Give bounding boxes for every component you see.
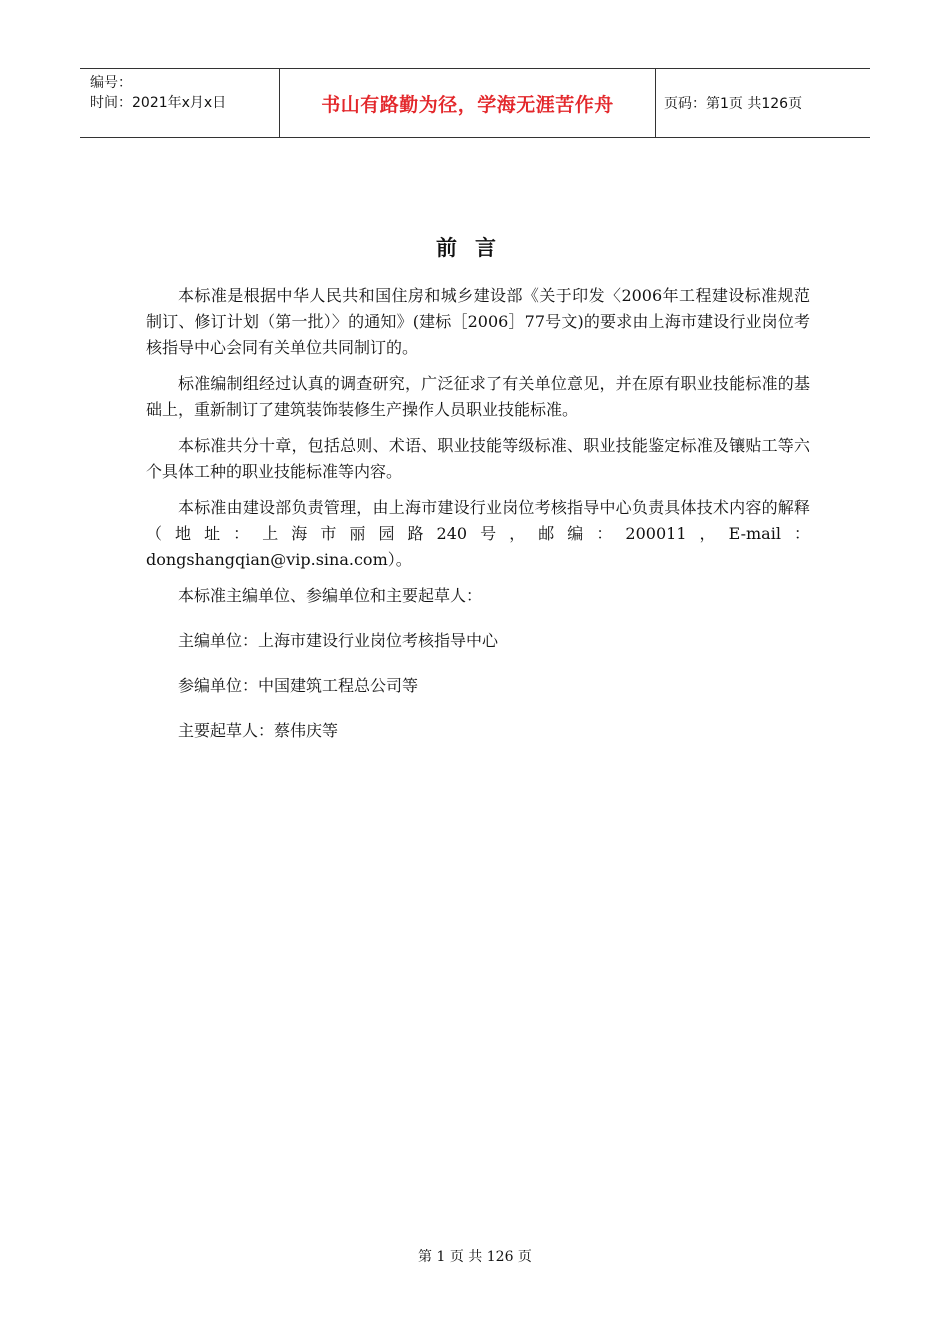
paragraph: 本标准共分十章，包括总则、术语、职业技能等级标准、职业技能鉴定标准及镶贴工等六个具体工种的职业技能标准等内容。: [146, 436, 810, 481]
paragraph: 主要起草人：蔡伟庆等: [178, 721, 339, 740]
paragraph: 本标准是根据中华人民共和国住房和城乡建设部《关于印发〈2006年工程建设标准规范制订、修订计划（第一批）〉的通知》(建标［2006］77号文)的要求由上海市建设行业岗位考核指导中心会同有关单位共同制订的。: [146, 286, 810, 357]
page-title: 前言: [436, 236, 514, 260]
header-page-info: [656, 69, 870, 137]
paragraph: 本标准主编单位、参编单位和主要起草人：: [178, 586, 483, 605]
paragraph: 参编单位：中国建筑工程总公司等: [178, 676, 419, 695]
page-footer: 第 1 页 共 126 页: [418, 1249, 532, 1265]
page-info-text: 页码：第1页 共126页: [664, 96, 803, 112]
document-body: [146, 283, 810, 744]
header-meta: [80, 69, 280, 137]
paragraph: 主编单位：上海市建设行业岗位考核指导中心: [178, 631, 499, 650]
motto-text: 书山有路勤为径，学海无涯苦作舟: [321, 93, 614, 116]
paragraph: 本标准由建设部负责管理，由上海市建设行业岗位考核指导中心负责具体技术内容的解释（地址：上海市丽园路240号，邮编：200011，E-mail：dongshangqian@vip.sina.com）。: [146, 498, 810, 569]
time-label: 时间：2021年x月x日: [90, 95, 227, 111]
paragraph: 标准编制组经过认真的调查研究，广泛征求了有关单位意见，并在原有职业技能标准的基础上，重新制订了建筑装饰装修生产操作人员职业技能标准。: [146, 374, 810, 419]
document-header: [80, 68, 870, 138]
header-motto-cell: [280, 69, 656, 137]
number-label: 编号：: [90, 75, 132, 91]
